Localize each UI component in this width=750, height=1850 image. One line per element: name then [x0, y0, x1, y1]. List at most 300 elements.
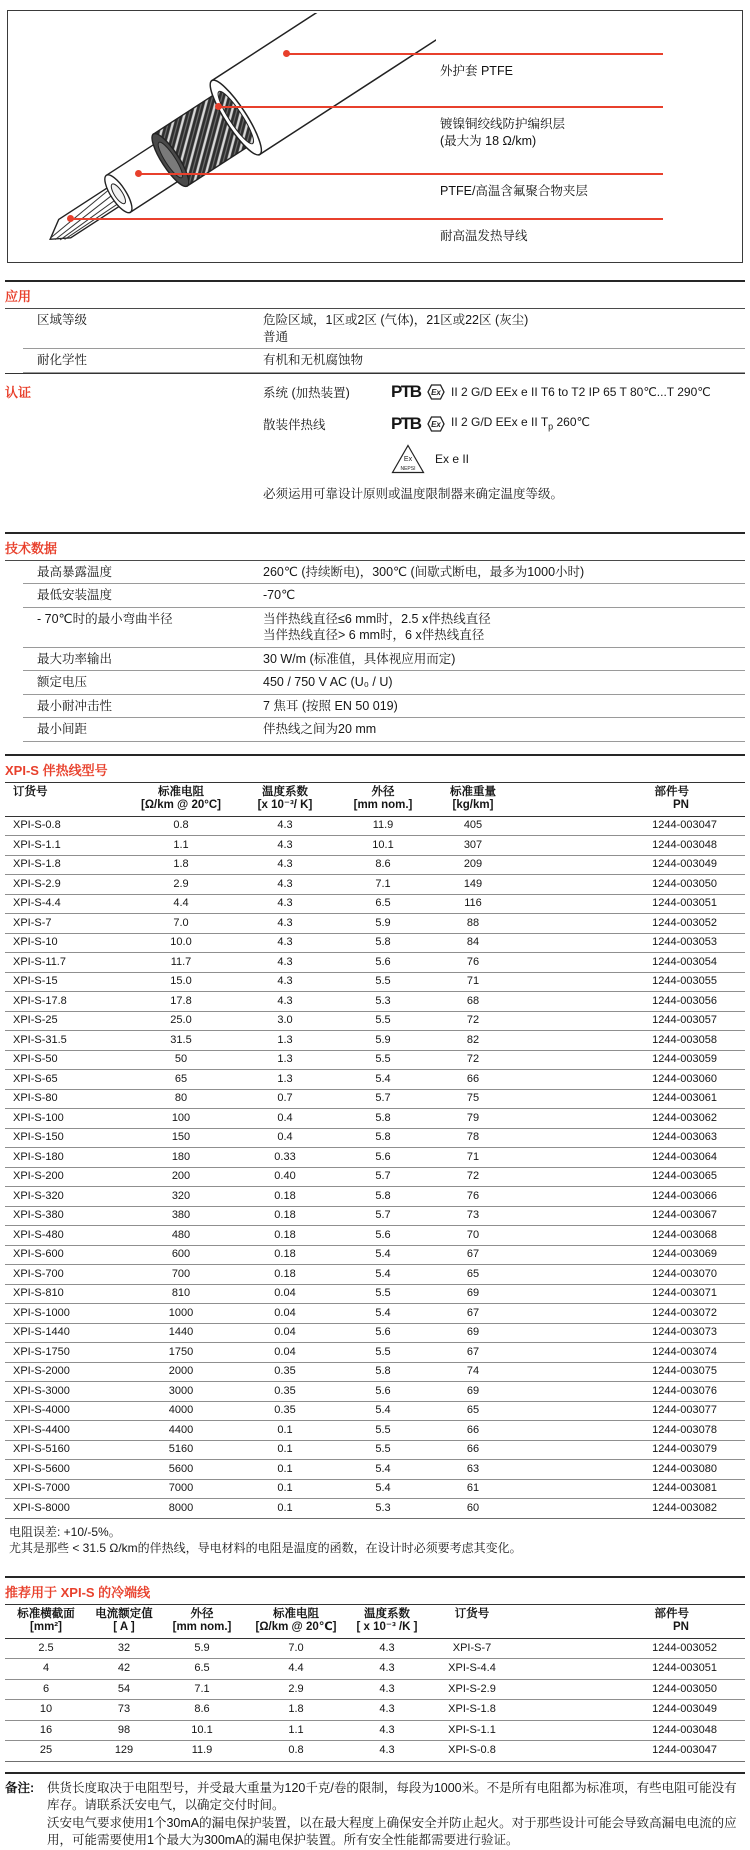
cell-part-number: 1244-003060 — [652, 1072, 717, 1085]
system-cert-text: II 2 G/D EEx e II T6 to T2 IP 65 T 80℃...T 290℃ — [451, 384, 711, 399]
diagram-label-outer-jacket: 外护套 PTFE — [440, 64, 513, 78]
cell-order-number: XPI-S-200 — [13, 1170, 64, 1182]
cell-order-number: XPI-S-25 — [13, 1014, 58, 1026]
cell-weight: 149 — [463, 877, 483, 890]
cell-resistance: 1.8 — [288, 1703, 304, 1715]
cell-temp-coefficient: 0.4 — [277, 1131, 293, 1143]
cell-weight: 307 — [463, 838, 483, 851]
cell-part-number: 1244-003047 — [652, 819, 717, 831]
cell-outer-diameter: 5.4 — [375, 1267, 391, 1280]
cell-temp-coefficient: 4.3 — [379, 1641, 395, 1654]
col-cross-section: 标准横截面 [mm²] — [17, 1607, 75, 1633]
cell-resistance: 31.5 — [170, 1033, 192, 1046]
cell-cross-section: 4 — [42, 1662, 50, 1674]
cell-temp-coefficient: 4.3 — [277, 936, 293, 948]
cell-outer-diameter: 5.5 — [375, 1443, 391, 1455]
remarks-label: 备注: — [5, 1780, 35, 1795]
cell-order-number: XPI-S-100 — [13, 1111, 64, 1124]
model-table-row — [5, 816, 745, 836]
cell-part-number: 1244-003082 — [652, 1501, 717, 1514]
col-temp-coefficient: 温度系数 [x 10⁻³/ K] — [257, 785, 313, 811]
model-table-header — [5, 782, 745, 816]
svg-text:Ex: Ex — [403, 455, 413, 463]
cell-order-number: XPI-S-1.8 — [13, 858, 61, 870]
cell-weight: 72 — [466, 1170, 480, 1182]
cell-part-number: 1244-003062 — [652, 1111, 717, 1124]
cell-temp-coefficient: 0.18 — [274, 1248, 296, 1260]
cell-temp-coefficient: 0.04 — [274, 1345, 296, 1358]
tech-data-label: 额定电压 — [37, 675, 88, 689]
model-table-row — [5, 855, 745, 875]
cell-outer-diameter: 5.3 — [375, 1501, 391, 1514]
model-table-row — [5, 1011, 745, 1031]
cell-part-number: 1244-003080 — [652, 1462, 717, 1475]
tech-data-value-line1: -70℃ — [263, 588, 296, 602]
cell-outer-diameter: 5.5 — [375, 1014, 391, 1026]
cell-resistance: 180 — [171, 1150, 191, 1163]
cold-lead-table-header — [5, 1604, 745, 1638]
remarks-paragraph-2: 沃安电气要求使用1个30mA的漏电保护装置，以在最大程度上确保安全并防止起火。对于那些设计可能会导致高漏电电流的应用，可能需要使用1个最大为300mA的漏电保护装置。所有安全性能都需要进行验证。 — [47, 1815, 737, 1847]
cell-weight: 65 — [466, 1404, 480, 1416]
cell-part-number: 1244-003050 — [652, 877, 717, 890]
system-label: 系统 (加热装置) — [263, 385, 350, 400]
cell-resistance: 600 — [171, 1248, 191, 1260]
certification-row-bulk — [263, 414, 745, 434]
model-table-row — [5, 914, 745, 934]
col-part-number: 部件号 PN — [654, 1607, 689, 1633]
callout-line-conductor — [70, 218, 663, 220]
cell-outer-diameter: 5.6 — [375, 1326, 391, 1338]
cell-temp-coefficient: 4.3 — [379, 1682, 395, 1695]
cold-lead-table-row — [5, 1659, 745, 1680]
model-table-row — [5, 1031, 745, 1051]
model-table-row — [5, 1167, 745, 1187]
cell-resistance: 1.1 — [288, 1723, 304, 1736]
cell-outer-diameter: 5.8 — [375, 936, 391, 948]
cell-resistance: 1.8 — [173, 858, 189, 870]
cell-part-number: 1244-003054 — [652, 955, 717, 968]
model-table-row — [5, 875, 745, 895]
cell-temp-coefficient: 0.40 — [274, 1170, 296, 1182]
cell-temp-coefficient: 0.18 — [274, 1189, 296, 1202]
cell-resistance: 100 — [171, 1111, 191, 1124]
cell-outer-diameter: 5.8 — [375, 1365, 391, 1377]
cell-weight: 71 — [466, 1150, 480, 1163]
svg-text:Ex: Ex — [431, 419, 441, 429]
cell-part-number: 1244-003067 — [652, 1209, 717, 1221]
callout-line-outer-jacket — [286, 53, 663, 55]
certification-row-system — [263, 382, 745, 402]
cell-weight: 78 — [466, 1131, 480, 1143]
cell-order-number: XPI-S-180 — [13, 1150, 64, 1163]
cell-weight: 67 — [466, 1345, 480, 1358]
model-table-row — [5, 1460, 745, 1480]
cell-order-number: XPI-S-4.4 — [448, 1662, 496, 1674]
tech-data-row — [23, 561, 745, 585]
cell-order-number: XPI-S-480 — [13, 1228, 64, 1241]
cell-resistance: 700 — [171, 1267, 191, 1280]
cell-temp-coefficient: 4.3 — [277, 838, 293, 851]
zone-label: 区域等级 — [37, 313, 88, 327]
cell-part-number: 1244-003050 — [652, 1682, 717, 1695]
cell-outer-diameter: 5.4 — [375, 1462, 391, 1475]
cell-temp-coefficient: 0.33 — [274, 1150, 296, 1163]
cell-part-number: 1244-003053 — [652, 936, 717, 948]
cell-weight: 67 — [466, 1306, 480, 1319]
cell-weight: 69 — [466, 1384, 480, 1397]
cold-lead-table-row — [5, 1700, 745, 1721]
cell-outer-diameter: 5.8 — [375, 1189, 391, 1202]
cell-weight: 66 — [466, 1423, 480, 1436]
model-table-row — [5, 992, 745, 1012]
cell-outer-diameter: 5.6 — [375, 1150, 391, 1163]
cell-part-number: 1244-003056 — [652, 994, 717, 1007]
tech-data-row — [23, 648, 745, 672]
cell-order-number: XPI-S-4400 — [13, 1423, 70, 1436]
section-model-table — [5, 754, 745, 1556]
col-temp-coefficient: 温度系数 [ x 10⁻³ /K ] — [356, 1607, 418, 1633]
cell-weight: 66 — [466, 1072, 480, 1085]
cell-part-number: 1244-003069 — [652, 1248, 717, 1260]
bulk-cert-text: II 2 G/D EEx e II $T_p$ 260℃ — [451, 415, 591, 432]
cold-lead-table — [5, 1604, 745, 1762]
cell-order-number: XPI-S-10 — [13, 936, 58, 948]
cell-outer-diameter: 5.4 — [375, 1072, 391, 1085]
cell-part-number: 1244-003059 — [652, 1053, 717, 1065]
callout-dot-outer-jacket — [283, 50, 290, 57]
cell-order-number: XPI-S-1.1 — [13, 838, 61, 851]
cell-outer-diameter: 5.7 — [375, 1209, 391, 1221]
cell-order-number: XPI-S-8000 — [13, 1501, 70, 1514]
cell-resistance: 65 — [174, 1072, 188, 1085]
model-table-row — [5, 1382, 745, 1402]
cold-lead-table-title: 推荐用于 XPI-S 的冷端线 — [5, 1584, 151, 1600]
cell-part-number: 1244-003048 — [652, 1723, 717, 1736]
cell-resistance: 5600 — [168, 1462, 194, 1475]
cell-part-number: 1244-003064 — [652, 1150, 717, 1163]
cell-outer-diameter: 5.7 — [375, 1170, 391, 1182]
zone-value-line1: 危险区域，1区或2区 (气体)，21区或22区 (灰尘) — [263, 313, 529, 327]
cell-current-rating: 32 — [117, 1641, 131, 1654]
model-table-title: XPI-S 伴热线型号 — [5, 762, 108, 778]
application-row-zone — [23, 309, 745, 349]
cell-order-number: XPI-S-0.8 — [13, 819, 61, 831]
cell-order-number: XPI-S-7000 — [13, 1482, 70, 1494]
chemical-value: 有机和无机腐蚀物 — [263, 353, 364, 367]
callout-dot-conductor — [67, 215, 74, 222]
model-table-row — [5, 1070, 745, 1090]
cell-order-number: XPI-S-17.8 — [13, 994, 67, 1007]
cell-temp-coefficient: 0.1 — [277, 1482, 293, 1494]
model-table-row — [5, 1245, 745, 1265]
cell-order-number: XPI-S-1.1 — [448, 1723, 496, 1736]
cell-part-number: 1244-003063 — [652, 1131, 717, 1143]
cell-temp-coefficient: 4.3 — [277, 955, 293, 968]
cell-part-number: 1244-003070 — [652, 1267, 717, 1280]
ptb-logo: PTB — [391, 381, 421, 401]
cell-part-number: 1244-003052 — [652, 1641, 717, 1654]
cell-outer-diameter: 5.3 — [375, 994, 391, 1007]
model-table-row — [5, 1440, 745, 1460]
cell-temp-coefficient: 0.35 — [274, 1384, 296, 1397]
model-table-body — [5, 816, 745, 1518]
cell-order-number: XPI-S-5160 — [13, 1443, 70, 1455]
cell-weight: 63 — [466, 1462, 480, 1475]
cell-temp-coefficient: 4.3 — [277, 916, 293, 929]
cell-outer-diameter: 5.4 — [375, 1306, 391, 1319]
application-row-chemical — [23, 349, 745, 373]
cell-outer-diameter: 8.6 — [375, 858, 391, 870]
cell-order-number: XPI-S-80 — [13, 1092, 58, 1104]
cell-current-rating: 98 — [117, 1723, 131, 1736]
col-outer-diameter: 外径 [mm nom.] — [353, 785, 413, 811]
callout-line-braid — [218, 106, 663, 108]
cell-resistance: 17.8 — [170, 994, 192, 1007]
cell-resistance: 810 — [171, 1287, 191, 1299]
col-outer-diameter: 外径 [mm nom.] — [172, 1607, 232, 1633]
cell-outer-diameter: 5.5 — [375, 1053, 391, 1065]
tech-data-label: 最小间距 — [37, 722, 88, 736]
cell-current-rating: 73 — [117, 1703, 131, 1715]
cell-order-number: XPI-S-810 — [13, 1287, 64, 1299]
bulk-label: 散装伴热线 — [263, 417, 326, 432]
cell-temp-coefficient: 4.3 — [277, 975, 293, 987]
cell-part-number: 1244-003075 — [652, 1365, 717, 1377]
cell-order-number: XPI-S-150 — [13, 1131, 64, 1143]
cell-order-number: XPI-S-1440 — [13, 1326, 70, 1338]
cell-temp-coefficient: 0.1 — [277, 1501, 293, 1514]
cold-lead-table-body — [5, 1638, 745, 1761]
nepsi-ex-icon — [391, 444, 425, 474]
cell-resistance: 7.0 — [288, 1641, 304, 1654]
cell-weight: 74 — [466, 1365, 480, 1377]
certification-row-nepsi — [391, 444, 745, 474]
cell-cross-section: 6 — [42, 1682, 50, 1695]
tech-data-row — [23, 584, 745, 608]
cell-resistance: 5160 — [168, 1443, 194, 1455]
cell-outer-diameter: 5.4 — [375, 1248, 391, 1260]
cell-weight: 209 — [463, 858, 483, 870]
cell-order-number: XPI-S-7 — [452, 1641, 492, 1654]
cell-outer-diameter: 6.5 — [194, 1662, 210, 1674]
cell-outer-diameter: 5.5 — [375, 975, 391, 987]
diagram-label-conductor: 耐高温发热导线 — [440, 229, 528, 243]
cell-temp-coefficient: 4.3 — [277, 858, 293, 870]
cell-outer-diameter: 11.9 — [191, 1744, 213, 1756]
cold-lead-table-row — [5, 1741, 745, 1762]
cell-part-number: 1244-003065 — [652, 1170, 717, 1182]
cell-order-number: XPI-S-2.9 — [13, 877, 61, 890]
cell-outer-diameter: 5.5 — [375, 1345, 391, 1358]
cell-cross-section: 25 — [39, 1744, 53, 1756]
section-application — [5, 280, 745, 373]
cell-part-number: 1244-003058 — [652, 1033, 717, 1046]
model-table — [5, 782, 745, 1519]
cell-resistance: 4.4 — [288, 1662, 304, 1674]
cell-weight: 61 — [466, 1482, 480, 1494]
tech-data-value-line1: 30 W/m (标准值，具体视应用而定) — [263, 651, 456, 666]
tech-data-row — [23, 608, 745, 648]
cell-weight: 66 — [466, 1443, 480, 1455]
section-tech-data — [5, 532, 745, 742]
ex-hexagon-icon — [427, 416, 445, 432]
remarks-paragraph-1: 供货长度取决于电阻型号，并受最大重量为120千克/卷的限制，每段为1000米。不是所有电阻都为标准项，有些电阻可能没有库存。请联系沃安电气，以确定交付时间。 — [47, 1780, 737, 1812]
cell-order-number: XPI-S-11.7 — [13, 955, 66, 968]
model-table-row — [5, 1050, 745, 1070]
cell-order-number: XPI-S-7 — [13, 916, 52, 929]
cell-part-number: 1244-003057 — [652, 1014, 717, 1026]
cell-order-number: XPI-S-50 — [13, 1053, 58, 1065]
cell-part-number: 1244-003051 — [652, 897, 717, 909]
cell-resistance: 10.0 — [170, 936, 192, 948]
cell-part-number: 1244-003052 — [652, 916, 717, 929]
cell-weight: 79 — [466, 1111, 480, 1124]
tech-data-value-line1: 260℃ (持续断电)，300℃ (间歇式断电，最多为1000小时) — [263, 564, 585, 579]
tech-data-row — [23, 671, 745, 695]
cell-resistance: 7.0 — [173, 916, 189, 929]
cell-weight: 65 — [466, 1267, 480, 1280]
svg-text:NEPSI: NEPSI — [400, 465, 416, 472]
col-resistance: 标准电阻 [Ω/km @ 20°C] — [141, 785, 221, 811]
cold-lead-table-row — [5, 1720, 745, 1741]
cell-resistance: 25.0 — [170, 1014, 192, 1026]
cell-resistance: 480 — [171, 1228, 191, 1241]
cell-order-number: XPI-S-0.8 — [448, 1744, 496, 1756]
cell-weight: 116 — [464, 897, 482, 909]
cell-part-number: 1244-003049 — [652, 1703, 717, 1715]
cell-order-number: XPI-S-65 — [13, 1072, 58, 1085]
cell-temp-coefficient: 4.3 — [277, 994, 293, 1007]
tech-data-label: 最低安装温度 — [37, 588, 113, 602]
callout-line-interlayer — [138, 173, 663, 175]
cell-temp-coefficient: 3.0 — [277, 1014, 293, 1026]
cell-part-number: 1244-003081 — [652, 1482, 717, 1494]
diagram-label-interlayer: PTFE/高温含氟聚合物夹层 — [440, 184, 588, 198]
cell-part-number: 1244-003071 — [652, 1287, 717, 1299]
cell-weight: 73 — [466, 1209, 480, 1221]
tech-data-value-line2: 当伴热线直径> 6 mm时，6 x伴热线直径 — [263, 628, 485, 642]
cold-lead-table-row — [5, 1679, 745, 1700]
col-part-number: 部件号 PN — [654, 785, 689, 811]
cable-illustration — [12, 13, 436, 262]
application-title: 应用 — [5, 282, 745, 309]
cell-temp-coefficient: 0.4 — [277, 1111, 293, 1124]
cell-part-number: 1244-003068 — [652, 1228, 717, 1241]
tech-data-value-line1: 当伴热线直径≤6 mm时，2.5 x伴热线直径 — [263, 611, 491, 626]
cell-order-number: XPI-S-4.4 — [13, 897, 61, 909]
cell-temp-coefficient: 1.3 — [277, 1072, 293, 1085]
cell-outer-diameter: 10.1 — [372, 838, 394, 851]
model-table-row — [5, 1343, 745, 1363]
col-weight: 标准重量 [kg/km] — [450, 785, 496, 811]
model-table-row — [5, 972, 745, 992]
cell-resistance: 15.0 — [170, 975, 192, 987]
tech-data-label: 最高暴露温度 — [37, 564, 113, 579]
tech-data-rows — [5, 561, 745, 742]
cell-outer-diameter: 7.1 — [375, 877, 391, 890]
cell-outer-diameter: 11.9 — [372, 819, 394, 831]
cell-outer-diameter: 5.7 — [375, 1092, 391, 1104]
cell-temp-coefficient: 0.1 — [277, 1423, 293, 1436]
cell-resistance: 11.7 — [170, 955, 192, 968]
cell-cross-section: 10 — [39, 1703, 53, 1715]
tech-data-row — [23, 718, 745, 742]
cell-weight: 67 — [466, 1248, 480, 1260]
cell-weight: 82 — [466, 1033, 480, 1046]
cell-temp-coefficient: 0.04 — [274, 1306, 296, 1319]
cell-resistance: 2.9 — [173, 877, 189, 890]
tech-data-label: 最大功率输出 — [37, 651, 113, 666]
ptb-logo: PTB — [391, 413, 421, 433]
cell-outer-diameter: 10.1 — [191, 1723, 213, 1736]
ex-hexagon-icon — [427, 384, 445, 400]
cell-weight: 72 — [466, 1053, 480, 1065]
cell-temp-coefficient: 1.3 — [277, 1053, 293, 1065]
model-table-row — [5, 1206, 745, 1226]
cell-part-number: 1244-003061 — [652, 1092, 717, 1104]
cable-diagram-box — [7, 10, 743, 263]
cell-resistance: 4.4 — [173, 897, 189, 909]
cell-weight: 69 — [466, 1287, 480, 1299]
cell-outer-diameter: 5.9 — [375, 916, 391, 929]
cell-order-number: XPI-S-3000 — [13, 1384, 70, 1397]
model-table-row — [5, 1265, 745, 1285]
model-table-row — [5, 1226, 745, 1246]
cell-part-number: 1244-003047 — [652, 1744, 717, 1756]
cell-resistance: 1.1 — [173, 838, 189, 851]
cell-outer-diameter: 8.6 — [194, 1703, 210, 1715]
cell-outer-diameter: 5.6 — [375, 1384, 391, 1397]
cell-temp-coefficient: 4.3 — [379, 1744, 395, 1756]
cell-weight: 84 — [466, 936, 480, 948]
cell-outer-diameter: 5.9 — [194, 1641, 210, 1654]
cell-outer-diameter: 5.4 — [375, 1404, 391, 1416]
cell-outer-diameter: 5.5 — [375, 1287, 391, 1299]
cell-weight: 71 — [466, 975, 480, 987]
model-table-row — [5, 1089, 745, 1109]
tech-data-label: 最小耐冲击性 — [37, 698, 113, 713]
cell-temp-coefficient: 0.35 — [274, 1404, 296, 1416]
cell-resistance: 3000 — [168, 1384, 194, 1397]
model-table-row — [5, 1304, 745, 1324]
section-certification — [5, 373, 745, 518]
callout-dot-braid — [215, 103, 222, 110]
cell-order-number: XPI-S-4000 — [13, 1404, 70, 1416]
cell-resistance: 200 — [171, 1170, 191, 1182]
tech-data-value-line1: 7 焦耳 (按照 EN 50 019) — [263, 698, 398, 713]
col-order-number: 订货号 — [454, 1607, 490, 1620]
cell-temp-coefficient: 0.18 — [274, 1267, 296, 1280]
model-table-row — [5, 1479, 745, 1499]
cell-part-number: 1244-003076 — [652, 1384, 717, 1397]
datasheet-page — [0, 10, 750, 1847]
cell-part-number: 1244-003078 — [652, 1423, 717, 1436]
cell-part-number: 1244-003074 — [652, 1345, 717, 1358]
cell-weight: 68 — [466, 994, 480, 1007]
cell-weight: 76 — [466, 1189, 480, 1202]
cell-resistance: 1000 — [168, 1306, 194, 1319]
cell-resistance: 150 — [171, 1131, 191, 1143]
model-table-row — [5, 933, 745, 953]
cell-order-number: XPI-S-5600 — [13, 1462, 70, 1475]
tech-data-title: 技术数据 — [5, 534, 745, 561]
cell-temp-coefficient: 0.04 — [274, 1326, 296, 1338]
cell-order-number: XPI-S-1000 — [13, 1306, 70, 1319]
cell-outer-diameter: 5.8 — [375, 1111, 391, 1124]
cell-resistance: 380 — [171, 1209, 191, 1221]
cell-part-number: 1244-003066 — [652, 1189, 717, 1202]
zone-value-line2: 普通 — [263, 329, 289, 344]
